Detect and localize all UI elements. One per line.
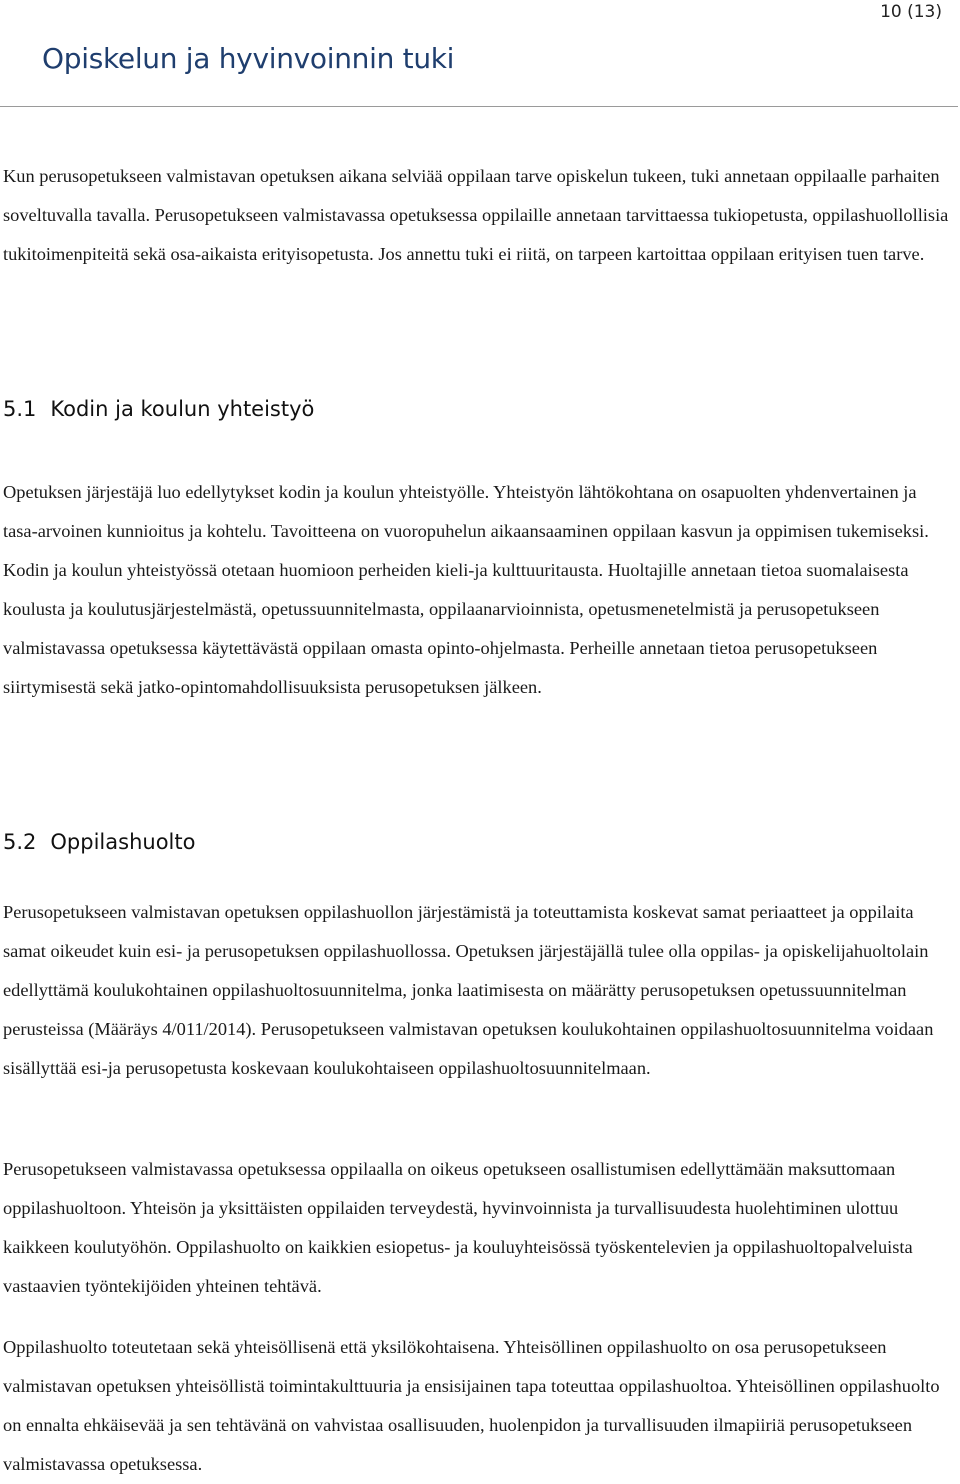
section-number: 5.2 (3, 830, 37, 854)
section-5-2-paragraph-2: Perusopetukseen valmistavassa opetuksessa oppilaalla on oikeus opetukseen osallistumisen edellyttämään maksuttomaan oppilashuoltoon. Yhteisön ja yksittäisten oppilaiden terveydestä, hyvinvoinnista ja turvallisuudesta huolehtiminen ulottuu kaikkeen koulutyöhön. Oppilashuolto on kaikkien esiopetus- ja kouluyhteisössä työskentelevien ja oppilashuoltopalveluista vastaavien työntekijöiden yhteinen tehtävä. (3, 1159, 913, 1296)
section-title: Kodin ja koulun yhteistyö (50, 397, 315, 421)
section-5-1-paragraph: Opetuksen järjestäjä luo edellytykset kodin ja koulun yhteistyölle. Yhteistyön lähtökohtana on osapuolten yhdenvertainen ja tasa-arvoinen kunnioitus ja kohtelu. Tavoitteena on vuoropuhelun aikaansaaminen oppilaan kasvun ja oppimisen tukemiseksi. Kodin ja koulun yhteistyössä otetaan huomioon perheiden kieli-ja kulttuuritausta. Huoltajille annetaan tietoa suomalaisesta koulusta ja koulutusjärjestelmästä, opetussuunnitelmasta, oppilaanarvioinnista, opetusmenetelmistä ja perusopetukseen valmistavassa opetuksessa käytettävästä oppilaan omasta opinto-ohjelmasta. Perheille annetaan tietoa perusopetukseen siirtymisestä sekä jatko-opintomahdollisuuksista perusopetuksen jälkeen. (3, 482, 929, 697)
section-number: 5.1 (3, 397, 37, 421)
section-5-2-paragraph-1: Perusopetukseen valmistavan opetuksen oppilashuollon järjestämistä ja toteuttamista koskevat samat periaatteet ja oppilaita samat oikeudet kuin esi- ja perusopetuksen oppilashuollossa. Opetuksen järjestäjällä tulee olla oppilas- ja opiskelijahuoltolain edellyttämä koulukohtainen oppilashuoltosuunnitelma, jonka laatimisesta on määrätty perusopetuksen opetussuunnitelman perusteissa (Määräys 4/011/2014). Perusopetukseen valmistavan opetuksen koulukohtainen oppilashuoltosuunnitelma voidaan sisällyttää esi-ja perusopetusta koskevaan koulukohtaiseen oppilashuoltosuunnitelmaan. (3, 902, 934, 1078)
intro-paragraph: Kun perusopetukseen valmistavan opetuksen aikana selviää oppilaan tarve opiskelun tukeen, tuki annetaan oppilaalle parhaiten soveltuvalla tavalla. Perusopetukseen valmistavassa opetuksessa oppilaille annetaan tarvittaessa tukiopetusta, oppilashuollollisia tukitoimenpiteitä sekä osa-aikaista erityisopetusta. Jos annettu tuki ei riitä, on tarpeen kartoittaa oppilaan erityisen tuen tarve. (3, 166, 949, 264)
section-title: Oppilashuolto (50, 830, 196, 854)
section-heading-5-1 (3, 397, 314, 421)
section-heading-5-2 (3, 830, 195, 854)
section-5-2-paragraph-3: Oppilashuolto toteutetaan sekä yhteisöllisenä että yksilökohtaisena. Yhteisöllinen oppilashuolto on osa perusopetukseen valmistavan opetuksen yhteisöllistä toimintakulttuuria ja ensisijainen tapa toteuttaa oppilashuoltoa. Yhteisöllinen oppilashuolto on ennalta ehkäisevää ja sen tehtävänä on vahvistaa osallisuuden, huolenpidon ja turvallisuuden ilmapiiriä perusopetukseen valmistavassa opetuksessa. (3, 1337, 940, 1474)
page-number: 10 (13) (880, 2, 942, 22)
document-title: Opiskelun ja hyvinvoinnin tuki (42, 42, 455, 75)
title-divider (0, 106, 958, 107)
